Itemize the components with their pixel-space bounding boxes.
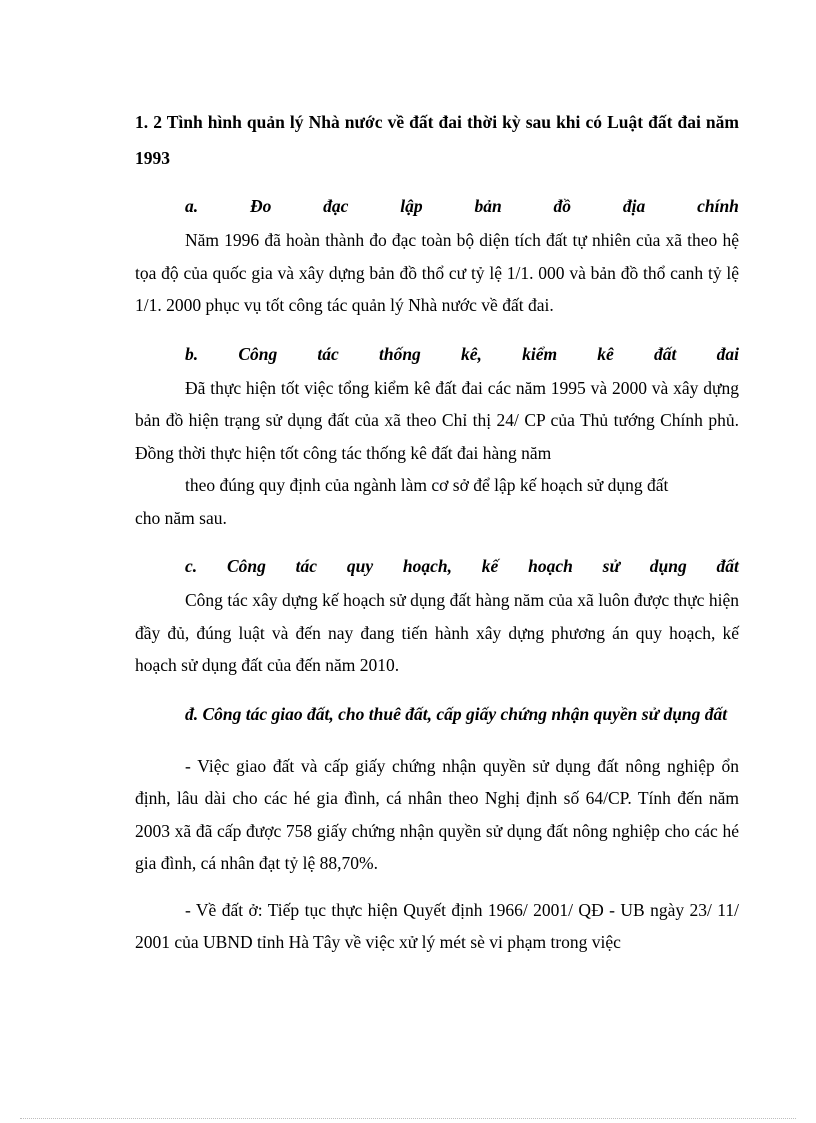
sub-a-word: địa	[622, 196, 646, 216]
sub-c-word: c.	[185, 556, 198, 576]
sub-a-word: lập	[400, 196, 423, 216]
paragraph-b2-line2: cho năm sau.	[135, 507, 227, 528]
sub-c-word: kế	[481, 556, 499, 576]
paragraph-d2: - Về đất ở: Tiếp tục thực hiện Quyết định 1966/ 2001/ QĐ - UB ngày 23/ 11/ 2001 của UBND tỉnh Hà Tây về việc xử lý mét sè vi phạm trong việc	[135, 899, 739, 952]
sub-c-word: dụng	[649, 556, 687, 576]
subheading-b	[135, 336, 739, 372]
subheading-c	[135, 548, 739, 584]
sub-b-word: đất	[654, 343, 677, 364]
sub-c-word: quy	[346, 556, 374, 576]
sub-b-word: kiểm	[522, 343, 558, 364]
sub-b-word: đai	[716, 343, 739, 364]
sub-c-word: hoạch,	[402, 556, 452, 576]
sub-a-word: bản	[474, 196, 502, 216]
sub-a-word: chính	[697, 196, 739, 216]
sub-c-word: hoạch	[528, 556, 573, 576]
section-heading: 1. 2 Tình hình quản lý Nhà nước về đất đai thời kỳ sau khi có Luật đất đai năm 1993	[135, 112, 739, 168]
sub-a-word: a.	[185, 196, 199, 216]
sub-b-word: Công	[238, 343, 278, 364]
sub-b-word: thống	[378, 343, 421, 364]
subheading-a	[135, 188, 739, 224]
sub-c-word: tác	[295, 556, 318, 576]
paragraph-c: Công tác xây dựng kế hoạch sử dụng đất hàng năm của xã luôn được thực hiện đầy đủ, đúng luật và đến nay đang tiến hành xây dựng phương án quy hoạch, kế hoạch sử dụng đất của đến năm 2010.	[135, 590, 739, 675]
sub-b-word: tác	[317, 343, 339, 364]
paragraph-a: Năm 1996 đã hoàn thành đo đạc toàn bộ diện tích đất tự nhiên của xã theo hệ tọa độ của quốc gia và xây dựng bản đồ thổ cư tỷ lệ 1/1. 000 và bản đồ thổ canh tỷ lệ 1/1. 2000 phục vụ tốt công tác quản lý Nhà nước về đất đai.	[135, 230, 739, 315]
sub-b-word: kê	[597, 343, 614, 364]
sub-c-word: sử	[602, 556, 620, 576]
subheading-d: đ. Công tác giao đất, cho thuê đất, cấp giấy chứng nhận quyền sử dụng đất	[185, 703, 728, 724]
page-bottom-dotted-line	[20, 1118, 796, 1119]
paragraph-d1: - Việc giao đất và cấp giấy chứng nhận quyền sử dụng đất nông nghiệp ổn định, lâu dài cho các hé gia đình, cá nhân theo Nghị định số 64/CP. Tính đến năm 2003 xã đã cấp được 758 giấy chứng nhận quyền sử dụng đất nông nghiệp cho các hé gia đình, cá nhân đạt tỷ lệ 88,70%.	[135, 755, 739, 873]
sub-c-word: Công	[226, 556, 266, 576]
sub-b-word: b.	[185, 343, 199, 364]
sub-c-word: đất	[716, 556, 739, 576]
sub-a-word: đồ	[553, 196, 572, 216]
paragraph-b1: Đã thực hiện tốt việc tổng kiểm kê đất đai các năm 1995 và 2000 và xây dựng bản đồ hiện trạng sử dụng đất của xã theo Chỉ thị 24/ CP của Thủ tướng Chính phủ. Đồng thời thực hiện tốt công tác thống kê đất đai hàng năm	[135, 377, 739, 463]
sub-a-word: Đo	[249, 196, 272, 216]
sub-b-word: kê,	[461, 343, 482, 364]
paragraph-b2-line1: theo đúng quy định của ngành làm cơ sở để lập kế hoạch sử dụng đất	[185, 475, 669, 495]
document-body	[135, 104, 739, 959]
sub-a-word: đạc	[323, 196, 349, 216]
